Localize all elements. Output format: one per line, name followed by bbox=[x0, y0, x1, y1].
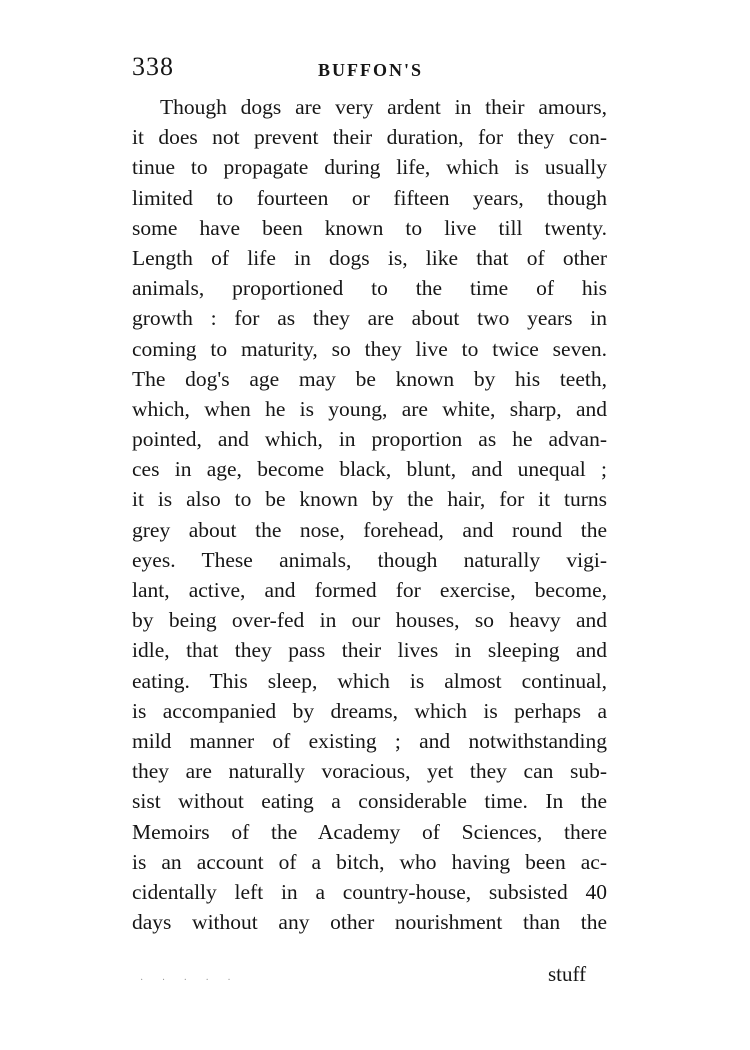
text-line: days without any other nourishment than the bbox=[132, 910, 607, 935]
text-line: lant, active, and formed for exercise, become, bbox=[132, 578, 607, 602]
text-line: they are naturally voracious, yet they can sub- bbox=[132, 759, 607, 784]
text-line: ces in age, become black, blunt, and unequal ; bbox=[132, 457, 607, 482]
text-line: tinue to propagate during life, which is usually bbox=[132, 155, 607, 180]
text-line: Though dogs are very ardent in their amours, bbox=[160, 95, 607, 119]
body-text bbox=[132, 92, 607, 937]
text-line: grey about the nose, forehead, and round the bbox=[132, 517, 607, 542]
text-line: growth : for as they are about two years in bbox=[132, 306, 607, 331]
text-line: The dog's age may be known by his teeth, bbox=[132, 366, 607, 391]
text-line: Memoirs of the Academy of Sciences, there bbox=[132, 819, 607, 844]
text-line: some have been known to live till twenty. bbox=[132, 215, 607, 240]
text-line: by being over-fed in our houses, so heavy and bbox=[132, 608, 607, 633]
text-line: Length of life in dogs is, like that of other bbox=[132, 245, 607, 270]
text-line: animals, proportioned to the time of his bbox=[132, 276, 607, 301]
running-head: BUFFON'S bbox=[318, 60, 424, 80]
text-line: it is also to be known by the hair, for it turns bbox=[132, 487, 607, 512]
page-number: 338 bbox=[132, 52, 174, 81]
text-line: eating. This sleep, which is almost continual, bbox=[132, 668, 607, 693]
text-line: sist without eating a considerable time. In the bbox=[132, 789, 607, 814]
text-line: it does not prevent their duration, for they con- bbox=[132, 125, 607, 150]
text-line: idle, that they pass their lives in sleeping and bbox=[132, 638, 607, 663]
text-line: which, when he is young, are white, sharp, and bbox=[132, 396, 607, 421]
text-line: limited to fourteen or fifteen years, though bbox=[132, 185, 607, 210]
catchword: stuff bbox=[548, 962, 587, 986]
text-line: eyes. These animals, though naturally vigi- bbox=[132, 547, 607, 572]
paper-specks: · · · · · bbox=[140, 975, 239, 986]
text-line: cidentally left in a country-house, subsisted 40 bbox=[132, 879, 607, 904]
text-line: is accompanied by dreams, which is perhaps a bbox=[132, 698, 607, 723]
text-line: mild manner of existing ; and notwithstanding bbox=[132, 728, 607, 753]
text-line: pointed, and which, in proportion as he advan- bbox=[132, 427, 607, 452]
text-line: is an account of a bitch, who having been ac- bbox=[132, 849, 607, 874]
text-line: coming to maturity, so they live to twice seven. bbox=[132, 336, 607, 361]
